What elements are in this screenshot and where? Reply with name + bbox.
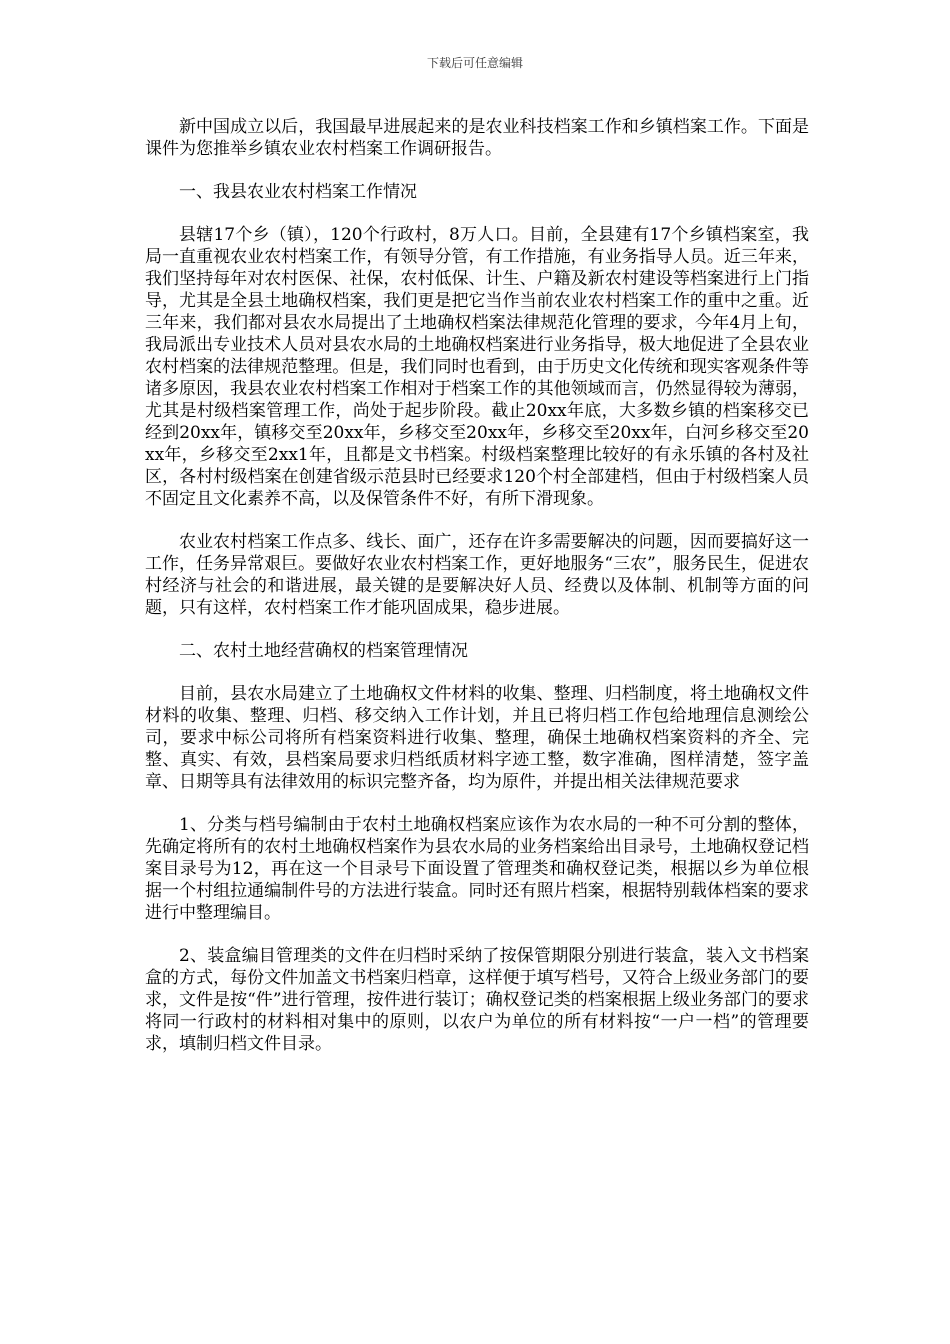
section-2-paragraph-2: 1、分类与档号编制由于农村土地确权档案应该作为农水局的一种不可分割的整体，先确定将所有的农村土地确权档案作为县农水局的业务档案给出目录号，土地确权登记档案目录号为12，再在这一个目录号下面设置了管理类和确权登记类，根据以乡为单位根据一个村组拉通编制件号的方法进行装盒。同时还有照片档案，根据特别载体档案的要求进行中整理编目。	[145, 815, 809, 923]
page-header-note: 下载后可任意编辑	[426, 56, 523, 70]
section-1-paragraph-1: 县辖17个乡（镇），120个行政村，8万人口。目前，全县建有17个乡镇档案室，我局一直重视农业农村档案工作，有领导分管，有工作措施，有业务指导人员。近三年来，我们坚持每年对农村医保、社保，农村低保、计生、户籍及新农村建设等档案进行上门指导，尤其是全县土地确权档案，我们更是把它当作当前农业农村档案工作的重中之重。近三年来，我们都对县农水局提出了土地确权档案法律规范化管理的要求，今年4月上旬，我局派出专业技术人员对县农水局的土地确权档案进行业务指导，极大地促进了全县农业农村档案的法律规范整理。但是，我们同时也看到，由于历史文化传统和现实客观条件等诸多原因，我县农业农村档案工作相对于档案工作的其他领域而言，仍然显得较为薄弱，尤其是村级档案管理工作，尚处于起步阶段。截止20xx年底，大多数乡镇的档案移交已经到20xx年，镇移交至20xx年，乡移交至20xx年，乡移交至20xx年，白河乡移交至20xx年，乡移交至2xx1年，且都是文书档案。村级档案整理比较好的有永乐镇的各村及社区，各村村级档案在创建省级示范县时已经要求120个村全部建档，但由于村级档案人员不固定且文化素养不高，以及保管条件不好，有所下滑现象。	[145, 225, 809, 509]
section-2-paragraph-3: 2、装盒编目管理类的文件在归档时采纳了按保管期限分别进行装盒，装入文书档案盒的方式，每份文件加盖文书档案归档章，这样便于填写档号，又符合上级业务部门的要求，文件是按“件”进行管理，按件进行装订；确权登记类的档案根据上级业务部门的要求将同一行政村的材料相对集中的原则，以农户为单位的所有材料按“一户一档”的管理要求，填制归档文件目录。	[145, 946, 809, 1054]
intro-paragraph: 新中国成立以后，我国最早进展起来的是农业科技档案工作和乡镇档案工作。下面是课件为您推举乡镇农业农村档案工作调研报告。	[145, 117, 809, 159]
document-body	[145, 116, 809, 1076]
section-1-heading: 一、我县农业农村档案工作情况	[179, 182, 417, 202]
section-2-heading: 二、农村土地经营确权的档案管理情况	[179, 641, 468, 661]
section-1-paragraph-2: 农业农村档案工作点多、线长、面广，还存在许多需要解决的问题，因而要搞好这一工作，任务异常艰巨。要做好农业农村档案工作，更好地服务“三农”，服务民生，促进农村经济与社会的和谐进展，最关键的是要解决好人员、经费以及体制、机制等方面的问题，只有这样，农村档案工作才能巩固成果，稳步进展。	[145, 532, 809, 618]
section-2-paragraph-1: 目前，县农水局建立了土地确权文件材料的收集、整理、归档制度，将土地确权文件材料的收集、整理、归档、移交纳入工作计划，并且已将归档工作包给地理信息测绘公司，要求中标公司将所有档案资料进行收集、整理，确保土地确权档案资料的齐全、完整、真实、有效，县档案局要求归档纸质材料字迹工整，数字准确，图样清楚，签字盖章、日期等具有法律效用的标识完整齐备，均为原件，并提出相关法律规范要求	[145, 684, 809, 792]
